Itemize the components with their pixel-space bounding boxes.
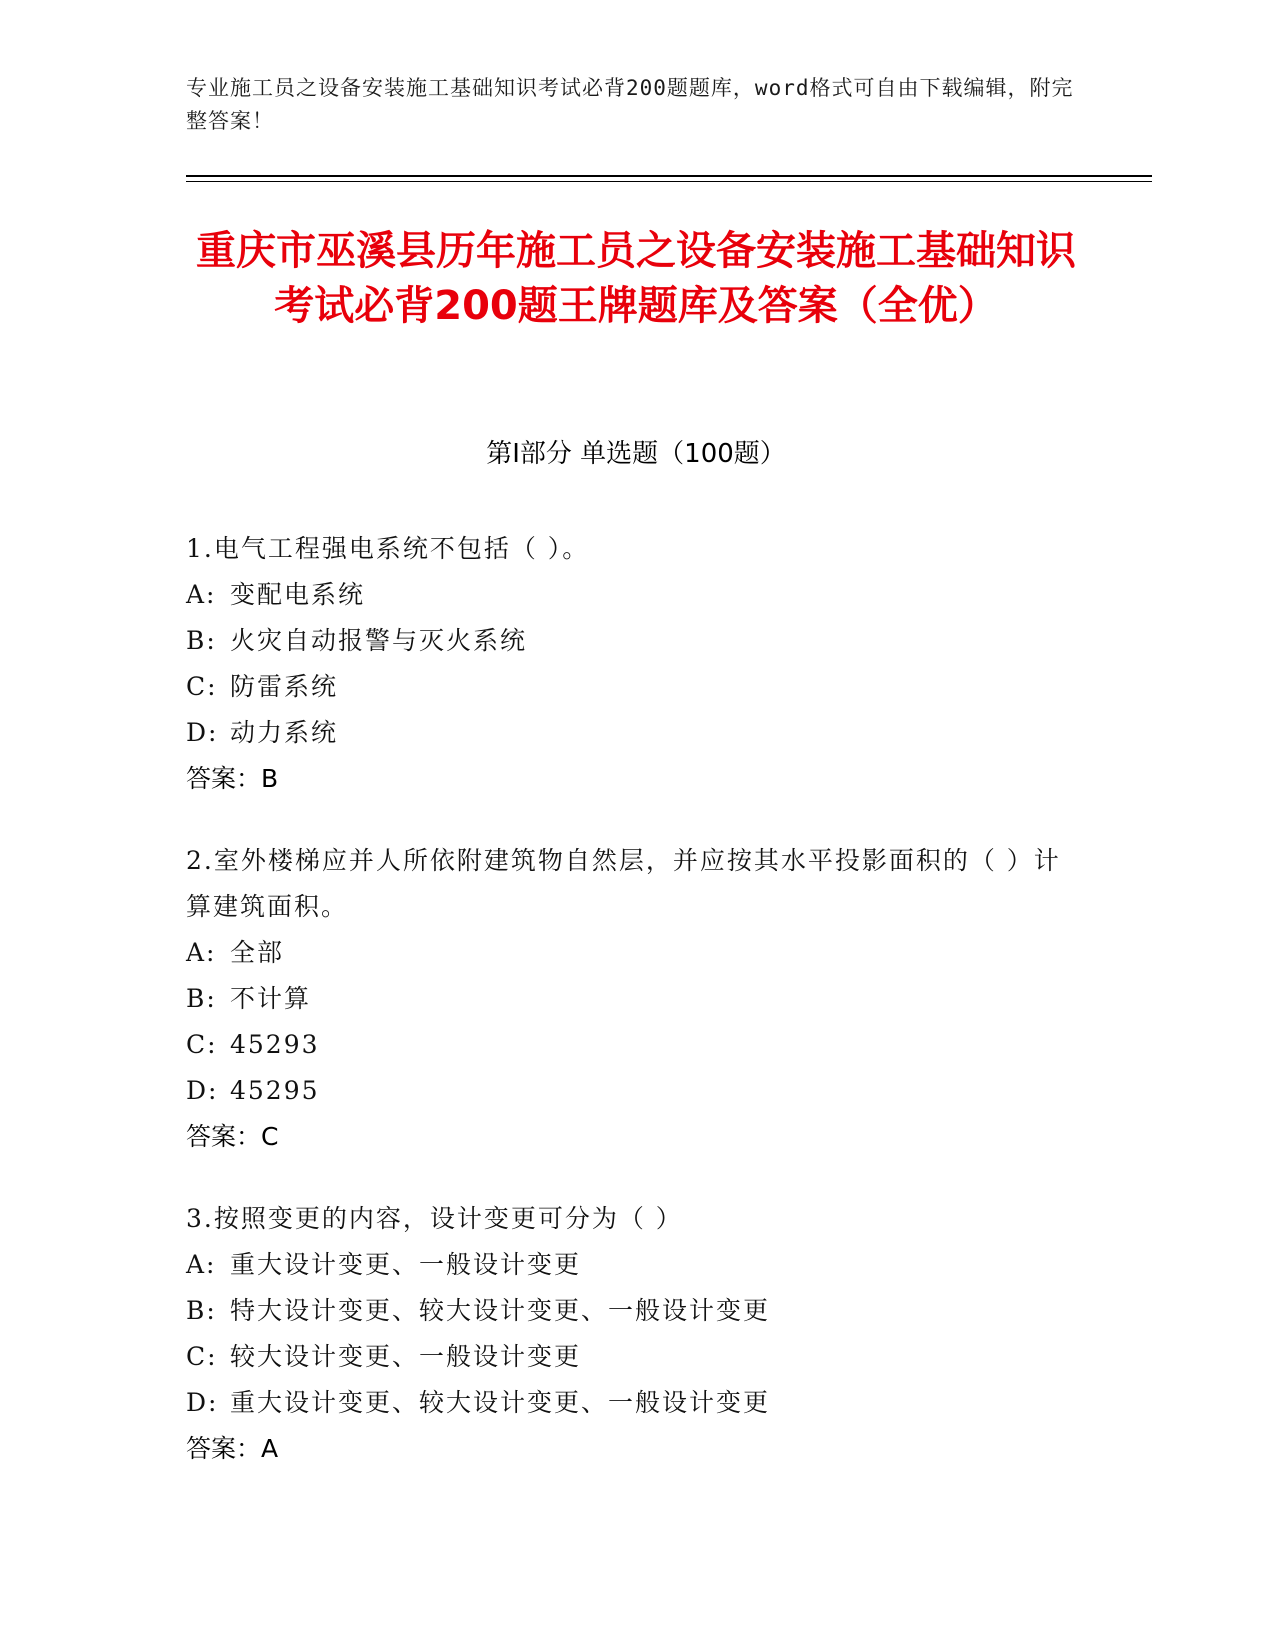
option-c	[186, 1022, 1086, 1068]
option-text: 重大设计变更、一般设计变更	[230, 1250, 582, 1279]
question-list	[186, 526, 1086, 1508]
option-a	[186, 1242, 1086, 1288]
option-letter: A:	[186, 580, 217, 609]
question-stem: 2.室外楼梯应并人所依附建筑物自然层，并应按其水平投影面积的（ ）计算建筑面积。	[186, 846, 1061, 921]
option-a	[186, 930, 1086, 976]
document-title: 重庆市巫溪县历年施工员之设备安装施工基础知识考试必背200题王牌题库及答案（全优）	[196, 228, 1076, 329]
option-text: 变配电系统	[230, 580, 366, 609]
option-letter: A:	[186, 1250, 217, 1279]
question-1	[186, 526, 1086, 802]
section-title: 第Ⅰ部分 单选题（100题）	[486, 439, 786, 469]
answer-line: 答案：C	[186, 1122, 279, 1151]
option-a	[186, 572, 1086, 618]
option-letter: D:	[186, 1076, 219, 1105]
option-letter: B:	[186, 626, 217, 655]
option-text: 45293	[230, 1030, 320, 1059]
option-d	[186, 710, 1086, 756]
option-text: 45295	[230, 1076, 320, 1105]
question-2	[186, 838, 1086, 1160]
option-d	[186, 1068, 1086, 1114]
header-rule-thick	[186, 175, 1152, 177]
option-letter: C:	[186, 672, 218, 701]
option-text: 特大设计变更、较大设计变更、一般设计变更	[230, 1296, 771, 1325]
option-text: 不计算	[230, 984, 312, 1013]
option-letter: B:	[186, 984, 217, 1013]
option-c	[186, 664, 1086, 710]
question-3	[186, 1196, 1086, 1472]
option-c	[186, 1334, 1086, 1380]
option-text: 动力系统	[230, 718, 339, 747]
option-text: 火灾自动报警与灭火系统	[230, 626, 528, 655]
question-stem: 3.按照变更的内容，设计变更可分为（ ）	[186, 1204, 683, 1233]
option-d	[186, 1380, 1086, 1426]
option-letter: A:	[186, 938, 217, 967]
header-note: 专业施工员之设备安装施工基础知识考试必背200题题库，word格式可自由下载编辑，附完整答案！	[186, 76, 1074, 133]
option-b	[186, 1288, 1086, 1334]
option-text: 较大设计变更、一般设计变更	[230, 1342, 582, 1371]
option-letter: C:	[186, 1030, 218, 1059]
option-text: 防雷系统	[230, 672, 339, 701]
option-letter: D:	[186, 718, 219, 747]
answer-line: 答案：A	[186, 1434, 279, 1463]
question-stem: 1.电气工程强电系统不包括（ ）。	[186, 534, 590, 563]
option-letter: D:	[186, 1388, 219, 1417]
option-letter: B:	[186, 1296, 217, 1325]
option-letter: C:	[186, 1342, 218, 1371]
option-b	[186, 976, 1086, 1022]
answer-line: 答案：B	[186, 764, 279, 793]
header-rule-thin	[186, 181, 1152, 182]
option-b	[186, 618, 1086, 664]
option-text: 重大设计变更、较大设计变更、一般设计变更	[230, 1388, 771, 1417]
option-text: 全部	[230, 938, 285, 967]
